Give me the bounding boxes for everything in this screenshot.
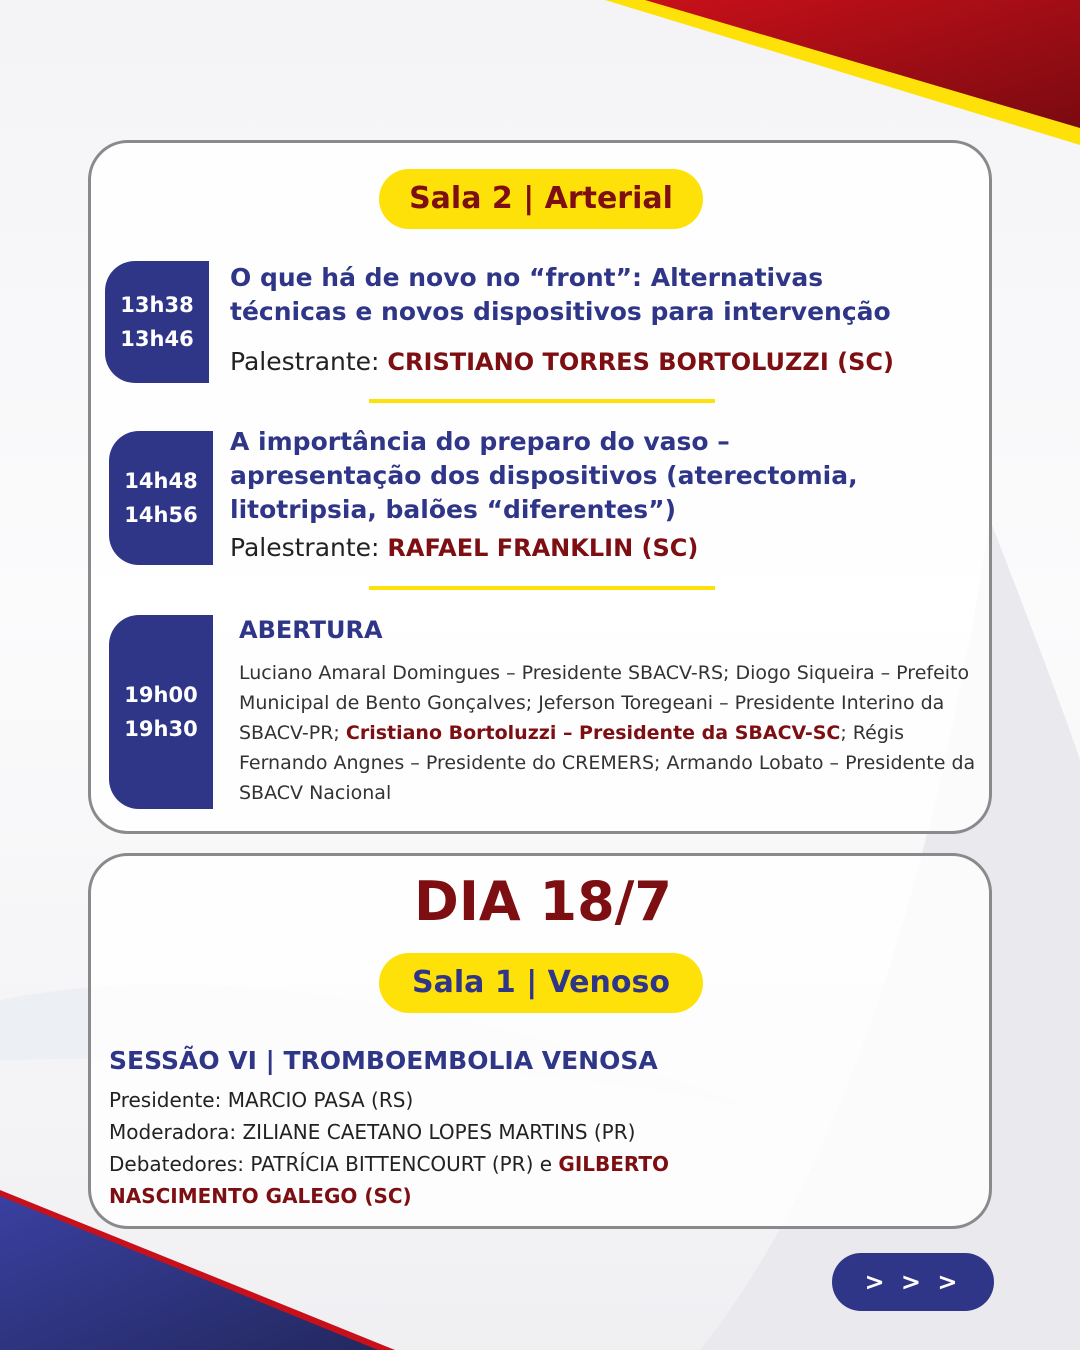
room-label-sala1: Sala 1 | Venoso — [379, 953, 703, 1013]
time-start: 13h38 — [120, 293, 194, 317]
abertura-text: Luciano Amaral Domingues – Presidente SBACV-RS; Diogo Siqueira – Prefeito Municipal de Bento Gonçalves; Jeferson Toregeani – Presidente Interino da SBACV-PR; Cristiano Bortoluzzi – Presidente da SBACV-SC; Régis Fernando Angnes – Presidente do CREMERS; Armando Lobato – Presidente da SBACV Nacional — [239, 662, 976, 804]
highlighted-name: GILBERTO NASCIMENTO GALEGO (SC) — [109, 1152, 670, 1208]
session-moderator: Moderadora: ZILIANE CAETANO LOPES MARTINS (PR) — [109, 1120, 636, 1144]
schedule-card-sala2 — [88, 140, 992, 834]
speaker-name: RAFAEL FRANKLIN (SC) — [387, 534, 699, 562]
talk-title: A importância do preparo do vaso – apresentação dos dispositivos (aterectomia, litotripsia, balões “diferentes”) — [230, 427, 858, 524]
schedule-card-dia-18 — [88, 853, 992, 1229]
time-badge — [105, 261, 209, 383]
session-president: Presidente: MARCIO PASA (RS) — [109, 1088, 414, 1112]
session-title: SESSÃO VI | TROMBOEMBOLIA VENOSA — [109, 1046, 658, 1075]
time-end: 19h30 — [124, 717, 198, 741]
divider — [369, 586, 715, 590]
highlighted-name: Cristiano Bortoluzzi – Presidente da SBACV-SC — [345, 722, 841, 744]
session-debaters: Debatedores: PATRÍCIA BITTENCOURT (PR) e GILBERTO NASCIMENTO GALEGO (SC) — [109, 1152, 670, 1208]
speaker-name: CRISTIANO TORRES BORTOLUZZI (SC) — [387, 348, 894, 376]
time-badge — [109, 615, 213, 809]
time-end: 14h56 — [124, 503, 198, 527]
time-start: 14h48 — [124, 469, 198, 493]
divider — [369, 399, 715, 403]
time-end: 13h46 — [120, 327, 194, 351]
time-start: 19h00 — [124, 683, 198, 707]
next-page-button[interactable]: > > > — [832, 1253, 994, 1311]
abertura-title: ABERTURA — [239, 616, 383, 644]
room-label-sala2: Sala 2 | Arterial — [379, 169, 703, 229]
time-badge — [109, 431, 213, 565]
speaker: Palestrante: CRISTIANO TORRES BORTOLUZZI (SC) — [230, 347, 894, 376]
speaker: Palestrante: RAFAEL FRANKLIN (SC) — [230, 533, 699, 562]
day-title: DIA 18/7 — [414, 870, 672, 933]
talk-title: O que há de novo no “front”: Alternativas técnicas e novos dispositivos para intervenção — [230, 263, 891, 326]
